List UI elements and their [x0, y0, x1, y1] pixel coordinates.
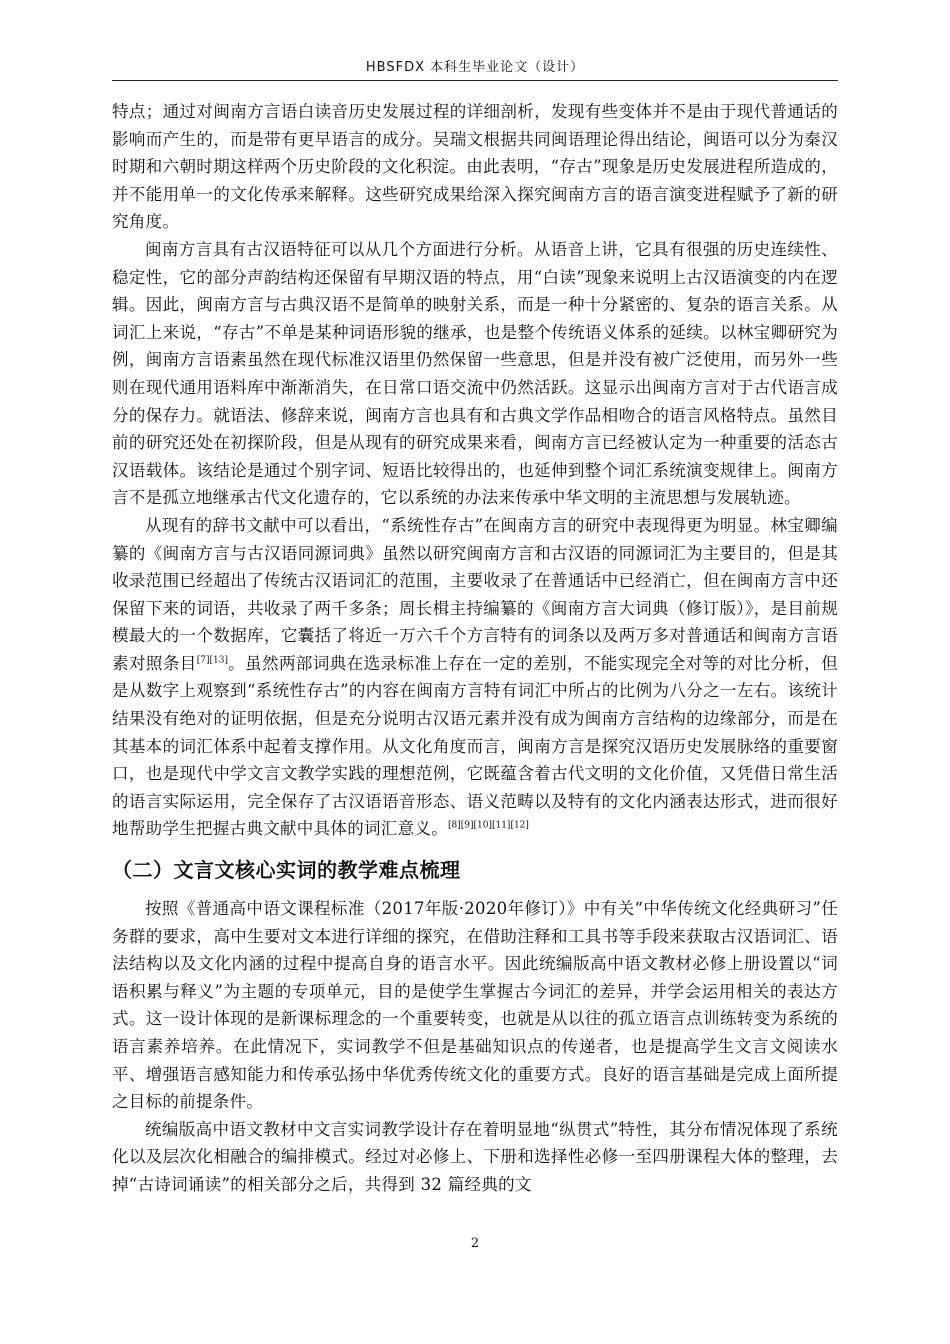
- paragraph-3: [112, 512, 838, 843]
- paragraph-4: 按照《普通高中语文课程标准（2017年版·2020年修订）》中有关“中华传统文化经典研习”任务群的要求，高中生要对文本进行详细的探究，在借助注释和工具书等手段来获取古汉语词汇、语法结构以及文化内涵的过程中提高自身的语言水平。因此统编版高中语文教材必修上册设置以“词语积累与释义”为主题的专项单元，目的是使学生掌握古今词汇的差异，并学会运用相关的表达方式。这一设计体现的是新课标理念的一个重要转变，也就是从以往的孤立语言点训练转变为系统的语言素养培养。在此情况下，实词教学不但是基础知识点的传递者，也是提高学生文言文阅读水平、增强语言感知能力和传承弘扬中华优秀传统文化的重要方式。良好的语言基础是完成上面所提之目标的前提条件。: [112, 899, 838, 1112]
- paragraph-2: 闽南方言具有古汉语特征可以从几个方面进行分析。从语音上讲，它具有很强的历史连续性、稳定性，它的部分声韵结构还保留有早期汉语的特点，用“白读”现象来说明上古汉语演变的内在逻辑。因此，闽南方言与古典汉语不是简单的映射关系，而是一种十分紧密的、复杂的语言关系。从词汇上来说，“存古”不单是某种词语形貌的继承，也是整个传统语义体系的延续。以林宝卿研究为例，闽南方言语素虽然在现代标准汉语里仍然保留一些意思，但是并没有被广泛使用，而另外一些则在现代通用语料库中渐渐消失，在日常口语交流中仍然活跃。这显示出闽南方言对于古代语言成分的保存力。就语法、修辞来说，闽南方言也具有和古典文学作品相吻合的语言风格特点。虽然目前的研究还处在初探阶段，但是从现有的研究成果来看，闽南方言已经被认定为一种重要的活态古汉语载体。该结论是通过个别字词、短语比较得出的，也延伸到整个词汇系统演变规律上。闽南方言不是孤立地继承古代文化遗存的，它以系统的办法来传承中华文明的主流思想与发展轨迹。: [112, 239, 838, 508]
- body-text: [112, 98, 838, 1199]
- paragraph-3-text-a: 从现有的辞书文献中可以看出，“系统性存古”在闽南方言的研究中表现得更为明显。林宝卿编纂的《闽南方言与古汉语同源词典》虽然以研究闽南方言和古汉语的同源词汇为主要目的，但是其收录范围已经超出了传统古汉语词汇的范围，主要收录了在普通话中已经消亡，但在闽南方言中还保留下来的词语，共收录了两千多条；周长楫主持编纂的《闽南方言大词典（修订版）》，是目前规模最大的一个数据库，它囊括了将近一万六千个方言特有的词条以及两万多对普通话和闽南方言语素对照条目: [112, 515, 838, 673]
- paragraph-1: 特点；通过对闽南方言语白读音历史发展过程的详细剖析，发现有些变体并不是由于现代普通话的影响而产生的，而是带有更早语言的成分。吴瑞文根据共同闽语理论得出结论，闽语可以分为秦汉时期和六朝时期这样两个历史阶段的文化积淀。由此表明，“存古”现象是历史发展进程所造成的，并不能用单一的文化传承来解释。这些研究成果给深入探究闽南方言的语言演变进程赋予了新的研究角度。: [112, 102, 838, 232]
- paragraph-3-text-b: 。虽然两部词典在选录标准上存在一定的差别，不能实现完全对等的对比分析，但是从数字上观察到“系统性存古”的内容在闽南方言特有词汇中所占的比例为八分之一左右。该统计结果没有绝对的证明依据，但是充分说明古汉语元素并没有成为闽南方言结构的边缘部分，而是在其基本的词汇体系中起着支撑作用。从文化角度而言，闽南方言是探究汉语历史发展脉络的重要窗口，也是现代中学文言文教学实践的理想范例，它既蕴含着古代文明的文化价值，又凭借日常生活的语言实际运用，完全保存了古汉语语音形态、语义范畴以及特有的文化内涵表达形式，进而很好地帮助学生把握古典文献中具体的词汇意义。: [112, 653, 838, 839]
- citation-13: [13]: [209, 655, 228, 666]
- section-heading: （二）文言文核心实词的教学难点梳理: [112, 858, 461, 883]
- citation-8-12: [8][9][10][11][12]: [448, 820, 529, 831]
- page-number: 2: [470, 1236, 480, 1251]
- citation-7: [7]: [196, 655, 210, 666]
- header-rule: [112, 80, 838, 81]
- running-header: HBSFDX 本科生毕业论文（设计）: [365, 60, 585, 75]
- paragraph-5: 统编版高中语文教材中文言实词教学设计存在着明显地“纵贯式”特性，其分布情况体现了系统化以及层次化相融合的编排模式。经过对必修上、下册和选择性必修一至四册课程大体的整理，去掉“古诗词诵读”的相关部分之后，共得到 32 篇经典的文: [112, 1119, 838, 1194]
